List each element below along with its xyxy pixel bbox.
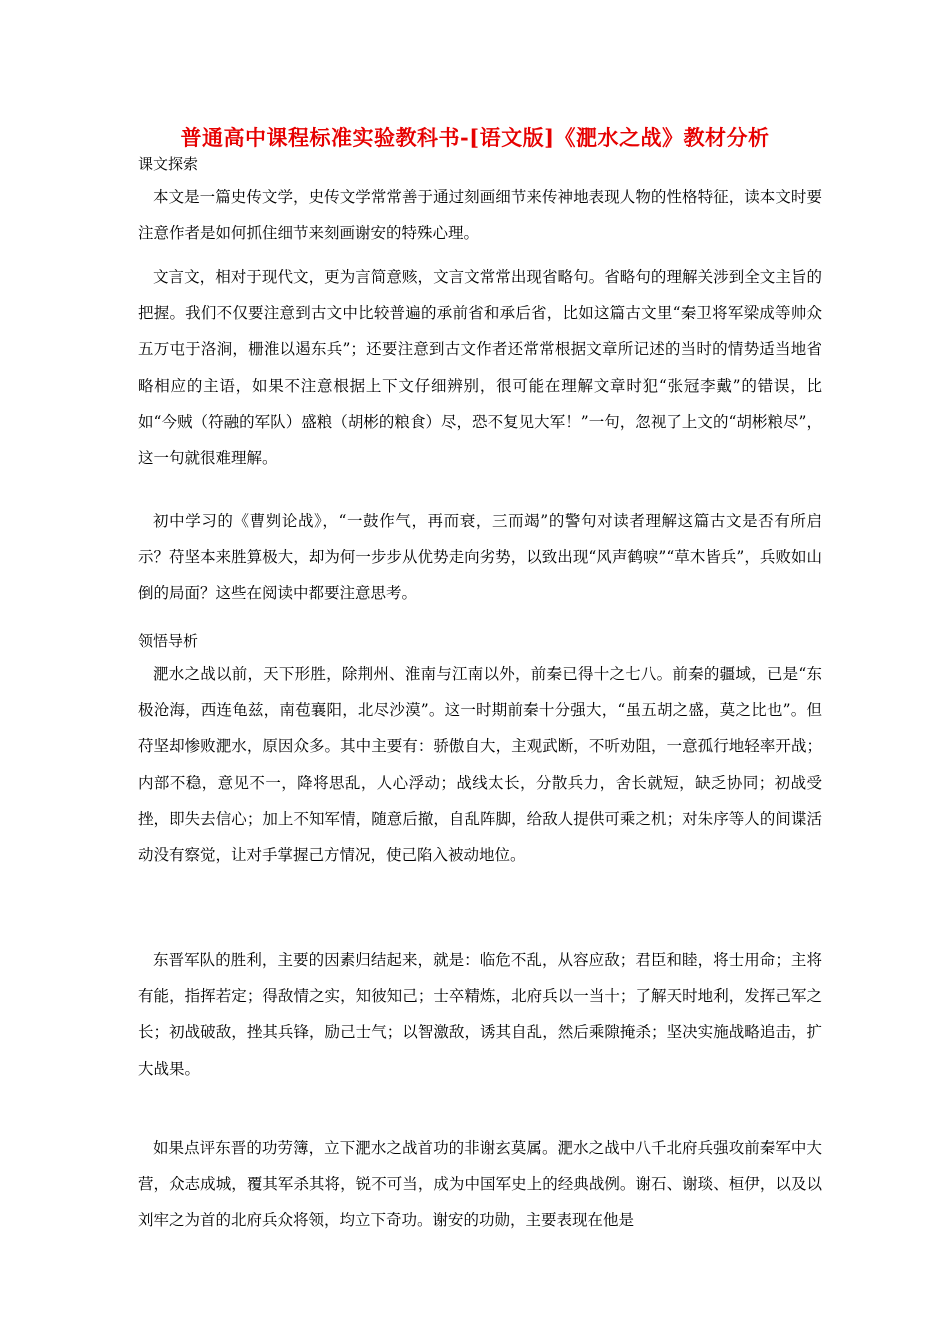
section-heading-kewen-tansuo: 课文探索: [138, 155, 199, 173]
paragraph: 文言文，相对于现代文，更为言简意赅，文言文常常出现省略句。省略句的理解关涉到全文主旨的把握。我们不仅要注意到古文中比较普遍的承前省和承后省，比如这篇古文里“秦卫将军梁成等帅众五万屯于洛涧，栅淮以遏东兵”；还要注意到古文作者还常常根据文章所记述的当时的情势适当地省略相应的主语，如果不注意根据上下文仔细辨别，很可能在理解文章时犯“张冠李戴”的错误，比如“今贼（符融的军队）盛粮（胡彬的粮食）尽，恐不复见大军！”一句，忽视了上文的“胡彬粮尽”，这一句就很难理解。: [138, 268, 822, 468]
paragraph: 初中学习的《曹刿论战》，“一鼓作气，再而衰，三而竭”的警句对读者理解这篇古文是否有所启示？苻坚本来胜算极大，却为何一步步从优势走向劣势，以致出现“风声鹤唳”“草木皆兵”，兵败如山倒的局面？这些在阅读中都要注意思考。: [138, 512, 822, 603]
paragraph: 东晋军队的胜利，主要的因素归结起来，就是：临危不乱，从容应敌；君臣和睦，将士用命；主将有能，指挥若定；得敌情之实，知彼知己；士卒精炼，北府兵以一当十；了解天时地利，发挥己军之长；初战破敌，挫其兵锋，励己士气；以智激敌，诱其自乱，然后乘隙掩杀；坚决实施战略追击，扩大战果。: [138, 951, 822, 1078]
paragraph: 淝水之战以前，天下形胜，除荆州、淮南与江南以外，前秦已得十之七八。前秦的疆域，已是“东极沧海，西连龟兹，南苞襄阳，北尽沙漠”。这一时期前秦十分强大，“虽五胡之盛，莫之比也”。但苻坚却惨败淝水，原因众多。其中主要有：骄傲自大，主观武断，不听劝阻，一意孤行地轻率开战；内部不稳，意见不一，降将思乱，人心浮动；战线太长，分散兵力，舍长就短，缺乏协同；初战受挫，即失去信心；加上不知军情，随意后撤，自乱阵脚，给敌人提供可乘之机；对朱序等人的间谍活动没有察觉，让对手掌握己方情况，使己陷入被动地位。: [138, 665, 822, 865]
paragraph: 如果点评东晋的功劳簿，立下淝水之战首功的非谢玄莫属。淝水之战中八千北府兵强攻前秦军中大营，众志成城，覆其军杀其将，锐不可当，成为中国军史上的经典战例。谢石、谢琰、桓伊，以及以刘牢之为首的北府兵众将领，均立下奇功。谢安的功勋，主要表现在他是: [138, 1139, 822, 1230]
document-title: 普通高中课程标准实验教科书-[语文版]《淝水之战》教材分析: [180, 125, 770, 150]
paragraph: 本文是一篇史传文学，史传文学常常善于通过刻画细节来传神地表现人物的性格特征，读本文时要注意作者是如何抓住细节来刻画谢安的特殊心理。: [138, 188, 822, 243]
section-heading-linwu-daoxi: 领悟导析: [138, 632, 199, 650]
